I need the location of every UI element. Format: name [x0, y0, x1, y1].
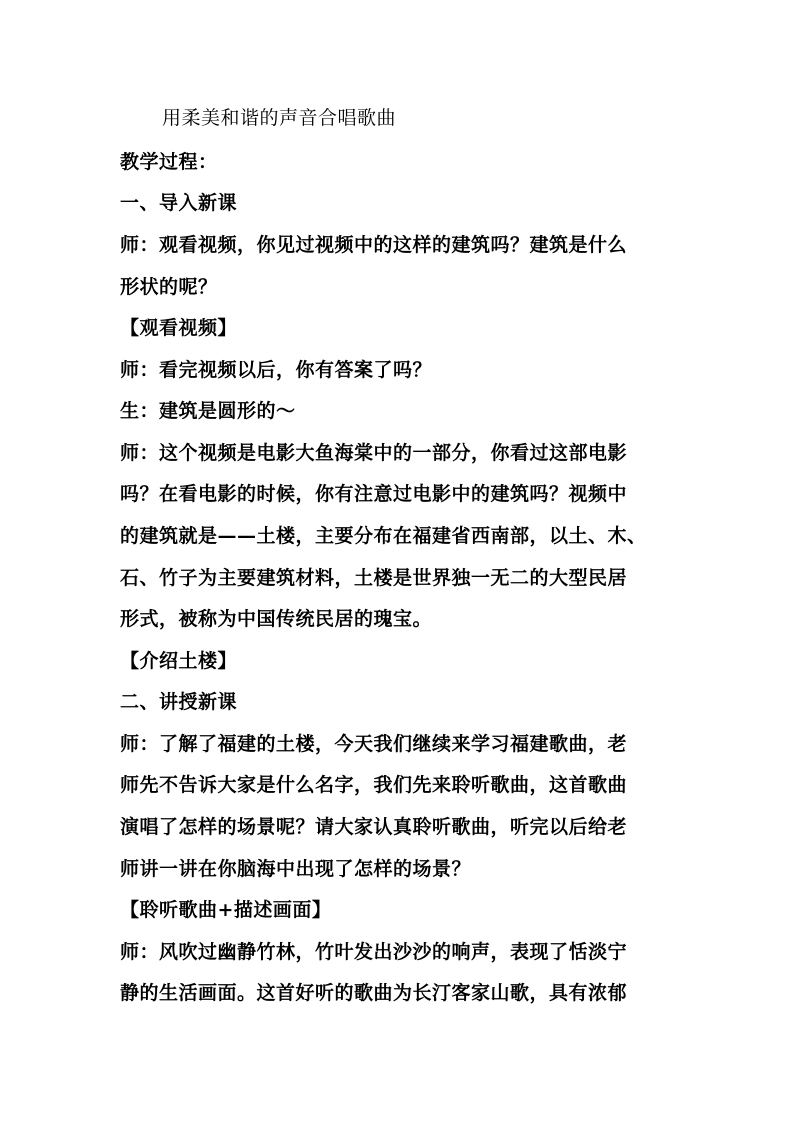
stage-direction-line: 【聆听歌曲+描述画面】	[120, 899, 332, 921]
paragraph-line: 吗？在看电影的时候，你有注意过电影中的建筑吗？视频中	[120, 483, 628, 505]
paragraph-line: 静的生活画面。这首好听的歌曲为长汀客家山歌，具有浓郁	[120, 982, 628, 1004]
paragraph-line: 师：风吹过幽静竹林，竹叶发出沙沙的响声，表现了恬淡宁	[120, 941, 628, 963]
paragraph-line: 石、竹子为主要建筑材料，土楼是世界独一无二的大型民居	[120, 567, 628, 589]
paragraph-line: 的建筑就是——土楼，主要分布在福建省西南部，以土、木、	[120, 525, 647, 547]
paragraph-line: 生：建筑是圆形的～	[120, 400, 296, 422]
paragraph-line: 形式，被称为中国传统民居的瑰宝。	[120, 608, 433, 630]
section-heading-teaching-process: 教学过程：	[120, 151, 218, 173]
lesson-goal-line: 用柔美和谐的声音合唱歌曲	[162, 107, 397, 129]
section-heading-introduction: 一、导入新课	[120, 192, 238, 214]
paragraph-line: 师讲一讲在你脑海中出现了怎样的场景？	[120, 858, 472, 880]
paragraph-line: 师：这个视频是电影大鱼海棠中的一部分，你看过这部电影	[120, 442, 628, 464]
paragraph-line: 师先不告诉大家是什么名字，我们先来聆听歌曲，这首歌曲	[120, 774, 628, 796]
paragraph-line: 演唱了怎样的场景呢？请大家认真聆听歌曲，听完以后给老	[120, 816, 628, 838]
paragraph-line: 师：了解了福建的土楼，今天我们继续来学习福建歌曲，老	[120, 733, 628, 755]
paragraph-line: 师：观看视频，你见过视频中的这样的建筑吗？建筑是什么	[120, 234, 628, 256]
paragraph-line: 师：看完视频以后，你有答案了吗？	[120, 359, 433, 381]
section-heading-new-lesson: 二、讲授新课	[120, 691, 238, 713]
paragraph-line: 形状的呢？	[120, 276, 218, 298]
stage-direction-line: 【介绍土楼】	[120, 650, 238, 672]
stage-direction-line: 【观看视频】	[120, 317, 238, 339]
